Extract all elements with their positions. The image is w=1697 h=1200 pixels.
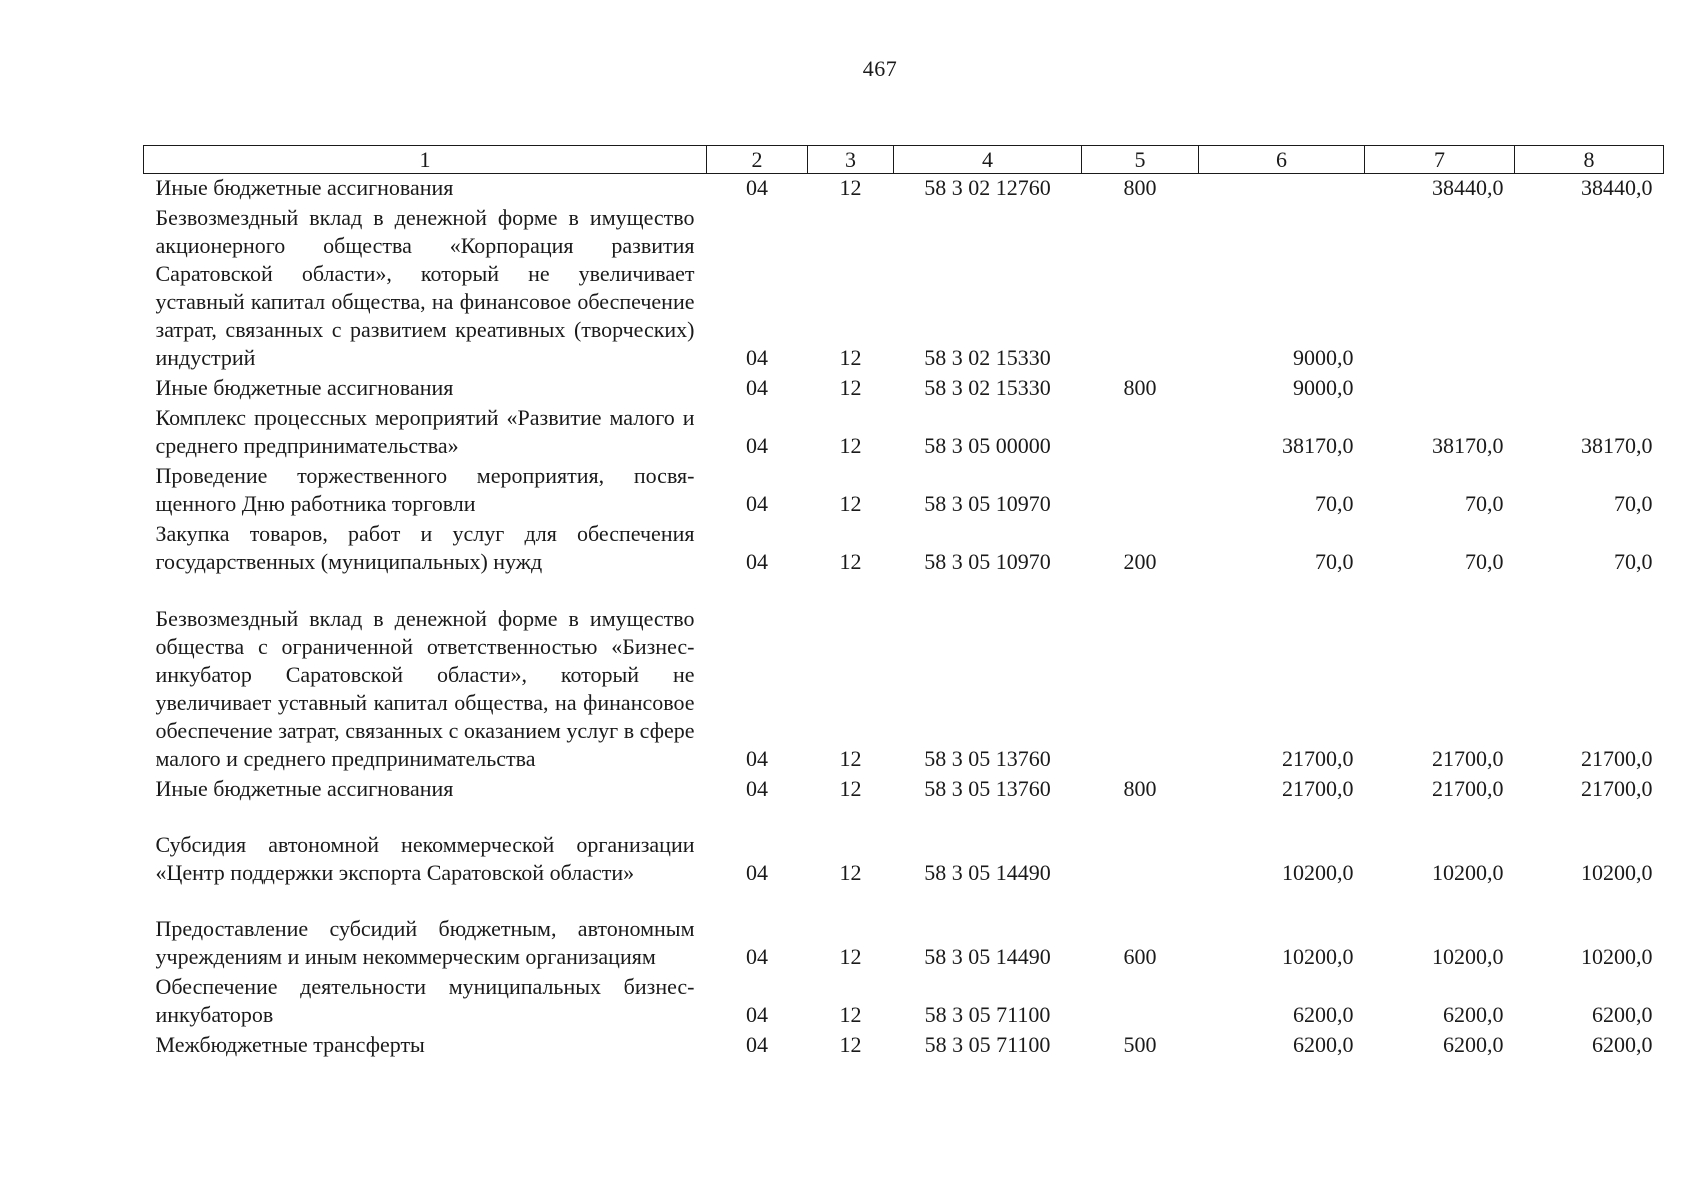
section-code: 04 (746, 746, 768, 771)
column-header: 6 (1199, 146, 1365, 174)
section-code: 04 (746, 1032, 768, 1057)
amount-col7 (1365, 374, 1515, 404)
row-name: Межбюджетные трансферты (155, 1032, 425, 1057)
target-article-code: 58 3 05 14490 (924, 944, 1051, 969)
column-header: 1 (144, 146, 707, 174)
target-article-code: 58 3 02 15330 (924, 345, 1051, 370)
expense-type-code: 500 (1123, 1032, 1157, 1057)
column-header: 8 (1515, 146, 1664, 174)
subsection-code: 12 (839, 1002, 862, 1027)
expense-type-code: 200 (1123, 549, 1157, 574)
table-row (144, 374, 1664, 404)
target-article-code: 58 3 05 00000 (924, 433, 1051, 458)
amount-col8: 70,0 (1614, 549, 1653, 574)
page-number: 467 (862, 56, 898, 81)
subsection-code: 12 (839, 175, 862, 200)
section-code: 04 (746, 491, 768, 516)
expense-type-code (1082, 204, 1199, 374)
subsection-code: 12 (839, 860, 862, 885)
section-code: 04 (746, 860, 768, 885)
row-name: Закупка товаров, работ и услуг для обеспечения государственных (муниципальных) нужд (155, 521, 695, 574)
amount-col7: 70,0 (1465, 549, 1504, 574)
table-header (144, 146, 1664, 174)
column-header: 7 (1365, 146, 1515, 174)
subsection-code: 12 (839, 549, 862, 574)
amount-col7 (1365, 204, 1515, 374)
row-name: Предоставление субсидий бюджетным, автономным учреждениям и иным некоммерческим организациям (155, 916, 695, 969)
section-code: 04 (746, 1002, 768, 1027)
amount-col8: 21700,0 (1581, 776, 1653, 801)
expense-type-code (1082, 973, 1199, 1031)
amount-col8: 38170,0 (1581, 433, 1653, 458)
table-row (144, 174, 1664, 205)
row-name: Проведение торжественного мероприятия, посвященного Дню работника торговли (155, 463, 695, 516)
row-name: Иные бюджетные ассигнования (155, 776, 454, 801)
amount-col7: 21700,0 (1432, 746, 1504, 771)
table-row (144, 462, 1664, 520)
subsection-code: 12 (839, 345, 862, 370)
subsection-code: 12 (839, 776, 862, 801)
row-name: Иные бюджетные ассигнования (155, 175, 454, 200)
target-article-code: 58 3 05 13760 (924, 746, 1051, 771)
expense-type-code (1082, 578, 1199, 775)
column-header: 2 (707, 146, 808, 174)
amount-col6: 21700,0 (1282, 776, 1354, 801)
target-article-code: 58 3 05 10970 (924, 491, 1051, 516)
target-article-code: 58 3 02 12760 (924, 175, 1051, 200)
row-name: Субсидия автономной некоммерческой организации «Центр поддержки экспорта Саратовской области» (155, 832, 695, 885)
section-code: 04 (746, 175, 768, 200)
amount-col7: 6200,0 (1443, 1032, 1504, 1057)
table-row (144, 404, 1664, 462)
column-header: 5 (1082, 146, 1199, 174)
target-article-code: 58 3 02 15330 (924, 375, 1051, 400)
amount-col7: 21700,0 (1432, 776, 1504, 801)
budget-table (143, 145, 1664, 1061)
section-code: 04 (746, 345, 768, 370)
amount-col6: 70,0 (1315, 491, 1354, 516)
target-article-code: 58 3 05 71100 (924, 1002, 1051, 1027)
column-header: 4 (894, 146, 1082, 174)
amount-col8: 21700,0 (1581, 746, 1653, 771)
amount-col8: 10200,0 (1581, 860, 1653, 885)
amount-col6: 9000,0 (1293, 345, 1354, 370)
expense-type-code (1082, 462, 1199, 520)
amount-col8: 70,0 (1614, 491, 1653, 516)
subsection-code: 12 (839, 944, 862, 969)
amount-col6: 38170,0 (1282, 433, 1354, 458)
table-row (144, 204, 1664, 374)
amount-col6: 6200,0 (1293, 1032, 1354, 1057)
amount-col6: 70,0 (1315, 549, 1354, 574)
amount-col8: 6200,0 (1592, 1002, 1653, 1027)
amount-col8: 38440,0 (1581, 175, 1653, 200)
table-row (144, 805, 1664, 889)
amount-col6 (1199, 174, 1365, 205)
subsection-code: 12 (839, 746, 862, 771)
expense-type-code (1082, 404, 1199, 462)
column-header: 3 (808, 146, 894, 174)
amount-col6: 9000,0 (1293, 375, 1354, 400)
subsection-code: 12 (839, 433, 862, 458)
subsection-code: 12 (839, 491, 862, 516)
section-code: 04 (746, 375, 768, 400)
subsection-code: 12 (839, 1032, 862, 1057)
table-row (144, 520, 1664, 578)
table-body (144, 174, 1664, 1062)
amount-col8: 10200,0 (1581, 944, 1653, 969)
table-row (144, 775, 1664, 805)
table-row (144, 578, 1664, 775)
expense-type-code: 600 (1123, 944, 1157, 969)
expense-type-code: 800 (1123, 375, 1157, 400)
table-row (144, 889, 1664, 973)
section-code: 04 (746, 433, 768, 458)
table-row (144, 973, 1664, 1031)
amount-col8 (1515, 204, 1664, 374)
row-name: Комплекс процессных мероприятий «Развитие малого и среднего предпринимательства» (155, 405, 695, 458)
target-article-code: 58 3 05 14490 (924, 860, 1051, 885)
subsection-code: 12 (839, 375, 862, 400)
section-code: 04 (746, 776, 768, 801)
expense-type-code: 800 (1123, 776, 1157, 801)
amount-col7: 10200,0 (1432, 944, 1504, 969)
amount-col8: 6200,0 (1592, 1032, 1653, 1057)
row-name: Безвозмездный вклад в денежной форме в имущество акционерного общества «Корпорация развития Саратовской области», который не увеличивает уставный капитал общества, на финансовое обеспечение затрат, связанных с развитием креативных (творческих) индустрий (155, 205, 695, 370)
amount-col7: 6200,0 (1443, 1002, 1504, 1027)
amount-col6: 10200,0 (1282, 860, 1354, 885)
amount-col7: 38170,0 (1432, 433, 1504, 458)
row-name: Иные бюджетные ассигнования (155, 375, 454, 400)
section-code: 04 (746, 549, 768, 574)
row-name: Безвозмездный вклад в денежной форме в имущество общества с ограниченной ответственностью «Бизнес-инкубатор Саратовской области», который не увеличивает уставный капитал общества, на финансовое обеспечение затрат, связанных с оказанием услуг в сфере малого и среднего предпринимательства (155, 606, 695, 771)
amount-col6: 10200,0 (1282, 944, 1354, 969)
expense-type-code (1082, 805, 1199, 889)
amount-col7: 38440,0 (1432, 175, 1504, 200)
amount-col6: 21700,0 (1282, 746, 1354, 771)
column-number-row (144, 146, 1664, 174)
expense-type-code: 800 (1123, 175, 1157, 200)
amount-col8 (1515, 374, 1664, 404)
row-name: Обеспечение деятельности муниципальных бизнес-инкубаторов (155, 974, 695, 1027)
amount-col7: 10200,0 (1432, 860, 1504, 885)
amount-col7: 70,0 (1465, 491, 1504, 516)
target-article-code: 58 3 05 71100 (924, 1032, 1051, 1057)
section-code: 04 (746, 944, 768, 969)
amount-col6: 6200,0 (1293, 1002, 1354, 1027)
target-article-code: 58 3 05 10970 (924, 549, 1051, 574)
table-row (144, 1031, 1664, 1061)
target-article-code: 58 3 05 13760 (924, 776, 1051, 801)
